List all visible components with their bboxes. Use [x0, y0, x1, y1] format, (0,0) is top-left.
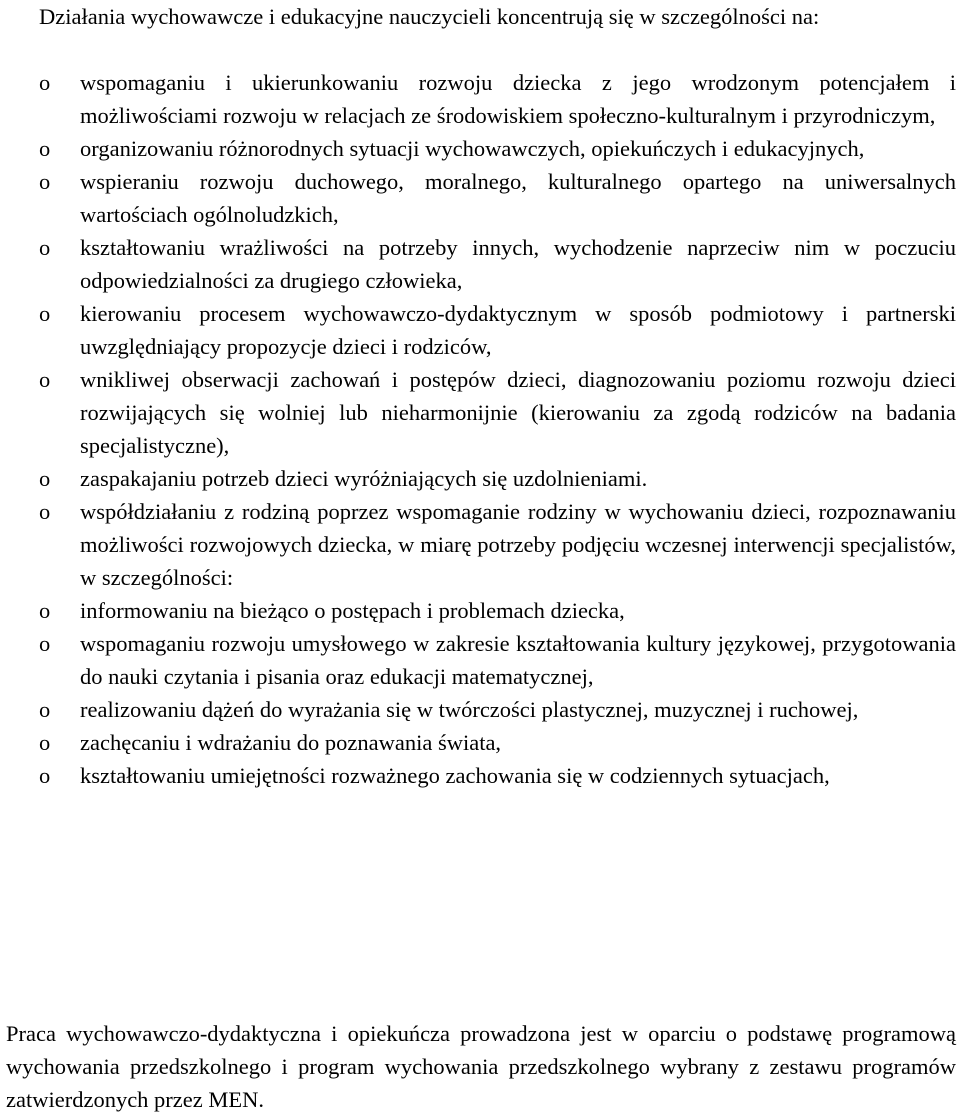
list-item — [0, 495, 960, 594]
bullet-list — [0, 66, 960, 792]
list-item-text: informowaniu na bieżąco o postępach i problemach dziecka, — [80, 598, 625, 623]
list-item — [0, 231, 960, 297]
list-item-text: zaspakajaniu potrzeb dzieci wyróżniających się uzdolnieniami. — [80, 466, 648, 491]
list-item — [0, 462, 960, 495]
list-item — [0, 363, 960, 462]
list-item — [0, 132, 960, 165]
list-item-text: realizowaniu dążeń do wyrażania się w twórczości plastycznej, muzycznej i ruchowej, — [80, 697, 859, 722]
list-item — [0, 297, 960, 363]
list-item — [0, 726, 960, 759]
list-item — [0, 165, 960, 231]
bullet-marker: o — [39, 169, 51, 194]
list-item-text: współdziałaniu z rodziną poprzez wspomaganie rodziny w wychowaniu dzieci, rozpoznawaniu możliwości rozwojowych dziecka, w miarę potrzeby podjęciu wczesnej interwencji specjalistów, w szczególności: — [80, 499, 956, 590]
list-item-text: kształtowaniu wrażliwości na potrzeby innych, wychodzenie naprzeciw nim w poczuciu odpowiedzialności za drugiego człowieka, — [80, 235, 956, 293]
list-item-text: organizowaniu różnorodnych sytuacji wychowawczych, opiekuńczych i edukacyjnych, — [80, 136, 865, 161]
bullet-marker: o — [39, 367, 51, 392]
list-item — [0, 66, 960, 132]
bullet-marker: o — [39, 763, 51, 788]
list-item — [0, 693, 960, 726]
bullet-marker: o — [39, 466, 51, 491]
bullet-marker: o — [39, 235, 51, 260]
list-item-text: wspomaganiu rozwoju umysłowego w zakresie kształtowania kultury językowej, przygotowania do nauki czytania i pisania oraz edukacji matematycznej, — [80, 631, 956, 689]
list-item-text: wspieraniu rozwoju duchowego, moralnego, kulturalnego opartego na uniwersalnych wartościach ogólnoludzkich, — [80, 169, 956, 227]
bullet-marker: o — [39, 136, 51, 161]
bullet-marker: o — [39, 697, 51, 722]
list-item-text: kształtowaniu umiejętności rozważnego zachowania się w codziennych sytuacjach, — [80, 763, 830, 788]
list-item-text: wspomaganiu i ukierunkowaniu rozwoju dziecka z jego wrodzonym potencjałem i możliwościami rozwoju w relacjach ze środowiskiem społeczno-kulturalnym i przyrodniczym, — [80, 70, 956, 128]
bullet-marker: o — [39, 70, 51, 95]
bullet-marker: o — [39, 598, 51, 623]
list-item — [0, 627, 960, 693]
intro-paragraph: Działania wychowawcze i edukacyjne nauczycieli koncentrują się w szczególności na: — [39, 4, 820, 29]
list-item-text: kierowaniu procesem wychowawczo-dydaktycznym w sposób podmiotowy i partnerski uwzględniający propozycje dzieci i rodziców, — [80, 301, 956, 359]
list-item — [0, 594, 960, 627]
bullet-marker: o — [39, 301, 51, 326]
bullet-marker: o — [39, 499, 51, 524]
bullet-marker: o — [39, 730, 51, 755]
list-item — [0, 759, 960, 792]
list-item-text: zachęcaniu i wdrażaniu do poznawania świata, — [80, 730, 502, 755]
bullet-marker: o — [39, 631, 51, 656]
list-item-text: wnikliwej obserwacji zachowań i postępów dzieci, diagnozowaniu poziomu rozwoju dzieci rozwijających się wolniej lub nieharmonijnie (kierowaniu za zgodą rodziców na badania specjalistyczne), — [80, 367, 956, 458]
closing-paragraph: Praca wychowawczo-dydaktyczna i opiekuńcza prowadzona jest w oparciu o podstawę programową wychowania przedszkolnego i program wychowania przedszkolnego wybrany z zestawu programów zatwierdzonych przez MEN. — [6, 1021, 956, 1112]
